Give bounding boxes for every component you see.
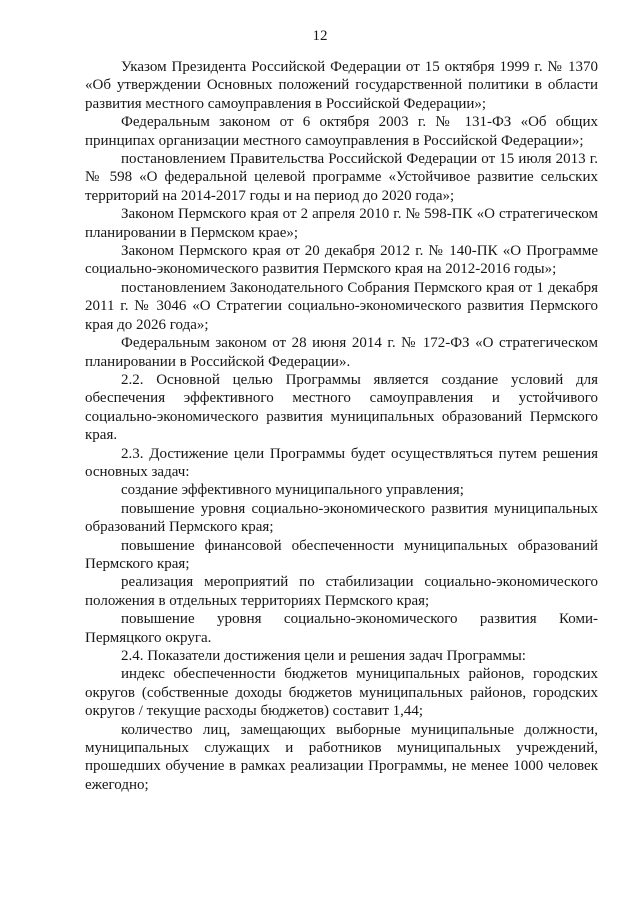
paragraph-assembly-resolution-3046: постановлением Законодательного Собрания Пермского края от 1 декабря 2011 г. № 3046 «О Стратегии социально-экономического развития Пермского края до 2026 года»; bbox=[85, 279, 598, 333]
paragraph-federal-law-172: Федеральным законом от 28 июня 2014 г. № 172-ФЗ «О стратегическом планировании в Российской Федерации». bbox=[85, 335, 598, 370]
paragraph-task-4: реализация мероприятий по стабилизации социально-экономического положения в отдельных территориях Пермского края; bbox=[85, 574, 598, 609]
paragraph-task-3: повышение финансовой обеспеченности муниципальных образований Пермского края; bbox=[85, 537, 598, 572]
paragraph-indicator-2: количество лиц, замещающих выборные муниципальные должности, муниципальных служащих и работников муниципальных учреждений, прошедших обучение в рамках реализации Программы, не менее 1000 человек ежегодно; bbox=[85, 721, 598, 793]
paragraph-section-2-4: 2.4. Показатели достижения цели и решения задач Программы: bbox=[121, 648, 526, 664]
paragraph-government-resolution-598: постановлением Правительства Российской Федерации от 15 июля 2013 г. № 598 «О федеральной целевой программе «Устойчивое развитие сельских территорий на 2014-2017 годы и на период до 2020 года»; bbox=[85, 151, 598, 204]
paragraph-indicator-1: индекс обеспеченности бюджетов муниципальных районов, городских округов (собственные доходы бюджетов муниципальных районов, городских округов / текущие расходы бюджетов) составит 1,44; bbox=[85, 666, 598, 720]
paragraph-task-1: создание эффективного муниципального управления; bbox=[121, 482, 464, 499]
paragraph-section-2-2: 2.2. Основной целью Программы является создание условий для обеспечения эффективного местного самоуправления и устойчивого социально-экономического развития муниципальных образований Пермского края. bbox=[85, 371, 598, 444]
page-number: 12 bbox=[312, 28, 328, 44]
paragraph-task-5: повышение уровня социально-экономического развития Коми-Пермяцкого округа. bbox=[85, 611, 598, 646]
paragraph-task-2: повышение уровня социально-экономического развития муниципальных образований Пермского края; bbox=[85, 500, 598, 536]
paragraph-section-2-3: 2.3. Достижение цели Программы будет осуществляться путем решения основных задач: bbox=[85, 445, 598, 480]
paragraph-federal-law-131: Федеральным законом от 6 октября 2003 г. № 131-ФЗ «Об общих принципах организации местного самоуправления в Российской Федерации»; bbox=[85, 114, 598, 149]
document-body bbox=[85, 58, 598, 794]
paragraph-perm-law-140: Законом Пермского края от 20 декабря 2012 г. № 140-ПК «О Программе социально-экономического развития Пермского края на 2012-2016 годы»; bbox=[85, 243, 598, 278]
paragraph-perm-law-598: Законом Пермского края от 2 апреля 2010 г. № 598-ПК «О стратегическом планировании в Пермском крае»; bbox=[85, 206, 598, 241]
paragraph-decree-1370: Указом Президента Российской Федерации от 15 октября 1999 г. № 1370 «Об утверждении Основных положений государственной политики в области развития местного самоуправления в Российской Федерации»; bbox=[85, 59, 598, 112]
